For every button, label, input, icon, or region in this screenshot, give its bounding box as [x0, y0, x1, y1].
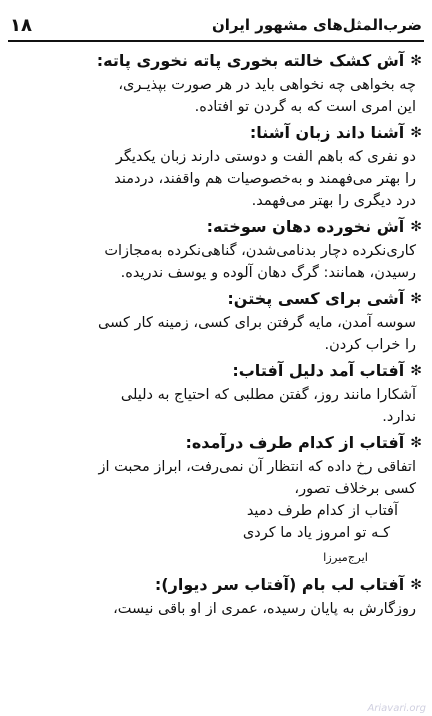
meaning-line: چه بخواهی چه نخواهی باید در هر صورت بپذیـری،: [118, 77, 416, 93]
asterisk-icon: ✻: [410, 577, 422, 593]
proverb-list: [10, 48, 422, 618]
proverb-meaning: [10, 312, 422, 356]
meaning-line: اتفاقی رخ داده که انتظار آن نمی‌رفت، ابراز محبت از: [98, 459, 416, 475]
header-rule: [8, 40, 424, 42]
asterisk-icon: ✻: [410, 363, 422, 379]
meaning-line: روزگارش به پایان رسیده، عمری از او باقی نیست،: [113, 601, 416, 616]
proverb-title: آفتاب آمد دلیل آفتاب:: [232, 361, 405, 380]
meaning-line: را خراب کردن.: [324, 337, 416, 353]
proverb-meaning: [10, 456, 422, 570]
proverb-meaning: [10, 146, 422, 212]
meaning-line: این امری است که به گردن تو افتاده.: [194, 99, 416, 115]
poem-verse: کـه تو امروز یاد ما کردی: [242, 525, 390, 541]
proverb-title: آش کشک خالته بخوری پاته نخوری پاته:: [96, 51, 405, 70]
meaning-line: را بهتر می‌فهمند و به‌خصوصیات هم واقفند، دردمند: [114, 171, 416, 187]
proverb-title: آفتاب از کدام طرف درآمده:: [185, 433, 405, 452]
proverb-entry: [10, 48, 422, 118]
page-header: [10, 14, 422, 36]
proverb-meaning: [10, 240, 422, 284]
poet-name: ایرج‌میرزا: [323, 550, 368, 564]
proverb-entry: [10, 214, 422, 284]
asterisk-icon: ✻: [410, 53, 422, 69]
meaning-line: کاری‌نکرده دچار بدنامی‌شدن، گناهی‌نکرده به‌مجازات: [104, 243, 416, 259]
book-title: ضرب‌المثل‌های مشهور ایران: [211, 16, 422, 34]
meaning-line: ندارد.: [382, 409, 416, 425]
proverb-entry: [10, 358, 422, 428]
asterisk-icon: ✻: [410, 219, 422, 235]
meaning-line: کسی برخلاف تصور،: [294, 481, 416, 497]
proverb-meaning: [10, 384, 422, 428]
proverb-meaning: [10, 74, 422, 118]
watermark: Ariavari.org: [367, 703, 426, 714]
meaning-line: رسیدن، همانند: گرگ دهان آلوده و یوسف ندریده.: [120, 265, 416, 281]
proverb-title: آشی برای کسی پختن:: [227, 289, 405, 308]
proverb-entry: [10, 430, 422, 570]
meaning-line: آشکارا مانند روز، گفتن مطلبی که احتیاج به دلیلی: [120, 387, 416, 403]
meaning-line: دو نفری که باهم الفت و دوستی دارند زبان یکدیگر: [115, 149, 416, 165]
proverb-entry: [10, 286, 422, 356]
asterisk-icon: ✻: [410, 291, 422, 307]
meaning-line: سوسه آمدن، مایه گرفتن برای کسی، زمینه کار کسی: [98, 315, 416, 331]
page-number: ۱۸: [10, 14, 32, 36]
proverb-meaning: [10, 598, 422, 616]
proverb-title: آشنا داند زبان آشنا:: [249, 123, 405, 142]
proverb-entry: [10, 572, 422, 616]
asterisk-icon: ✻: [410, 435, 422, 451]
meaning-line: درد دیگری را بهتر می‌فهمد.: [251, 193, 416, 209]
poem-verse: آفتاب از کدام طرف دمید: [246, 503, 398, 519]
proverb-title: آش نخورده دهان سوخته:: [206, 217, 405, 236]
proverb-entry: [10, 120, 422, 212]
asterisk-icon: ✻: [410, 125, 422, 141]
proverb-title: آفتاب لب بام (آفتاب سر دیوار):: [154, 575, 405, 594]
